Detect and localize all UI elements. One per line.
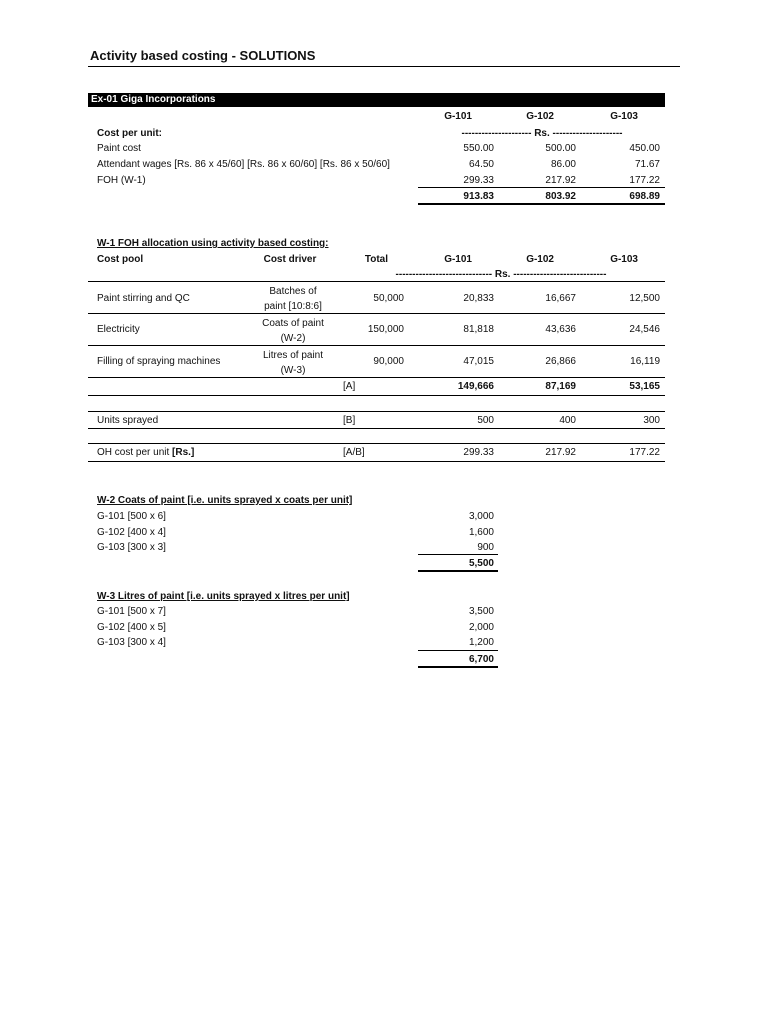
row-label-paint-cost: Paint cost <box>97 143 141 154</box>
w2-row-value: 1,600 <box>468 527 494 538</box>
w1-total-g101: 149,666 <box>457 381 494 392</box>
w3-row-label: G-103 [300 x 4] <box>97 637 166 648</box>
w3-subtotal-rule <box>418 650 498 651</box>
cell-foh-g101: 299.33 <box>463 175 494 186</box>
pool-rule <box>88 377 665 378</box>
w1-header-g103: G-103 <box>610 254 638 265</box>
pool-driver-electricity <box>248 316 338 346</box>
cell-paint-g102: 500.00 <box>545 143 576 154</box>
page-title: Activity based costing - SOLUTIONS <box>90 48 316 63</box>
pool-g103-electricity: 24,546 <box>629 324 660 335</box>
w1-rs-banner: ----------------------------- Rs. ---------------------------- <box>395 269 607 280</box>
driver-line: paint [10:8:6] <box>264 301 322 312</box>
w2-row-label: G-102 [400 x 4] <box>97 527 166 538</box>
pool-name-paint-stirring: Paint stirring and QC <box>97 293 190 304</box>
w3-row-value: 2,000 <box>468 622 494 633</box>
ex01-header: Ex-01 Giga Incorporations <box>91 94 216 105</box>
pool-g101-electricity: 81,818 <box>463 324 494 335</box>
w1-heading: W-1 FOH allocation using activity based costing: <box>97 238 329 249</box>
units-sprayed-label: Units sprayed <box>97 415 159 426</box>
w2-heading: W-2 Coats of paint [i.e. units sprayed x coats per unit] <box>97 495 353 506</box>
driver-line: (W-3) <box>280 365 306 376</box>
pool-g102-electricity: 43,636 <box>545 324 576 335</box>
pool-total-electricity: 150,000 <box>367 324 404 335</box>
ex01-total-g103: 698.89 <box>629 191 660 202</box>
pool-rule <box>88 313 665 314</box>
pool-g101-filling: 47,015 <box>463 356 494 367</box>
w1-header-cost-driver: Cost driver <box>263 254 317 265</box>
w1-total-g103: 53,165 <box>629 381 660 392</box>
w3-heading: W-3 Litres of paint [i.e. units sprayed x litres per unit] <box>97 591 350 602</box>
w3-row-value: 3,500 <box>468 606 494 617</box>
w2-subtotal-rule <box>418 554 498 555</box>
pool-name-filling: Filling of spraying machines <box>97 356 221 367</box>
ex01-total-g102: 803.92 <box>545 191 576 202</box>
driver-line: Batches of <box>269 286 317 297</box>
ex01-total-g101: 913.83 <box>463 191 494 202</box>
cell-foh-g102: 217.92 <box>545 175 576 186</box>
driver-line: Litres of paint <box>262 350 324 361</box>
pool-g102-paint-stirring: 16,667 <box>545 293 576 304</box>
oh-bottom-rule <box>88 461 665 462</box>
w2-row-value: 900 <box>477 542 494 553</box>
pool-g102-filling: 26,866 <box>545 356 576 367</box>
w1-total-g102: 87,169 <box>545 381 576 392</box>
driver-line: Coats of paint <box>262 318 324 329</box>
ex01-col-g102: G-102 <box>526 111 554 122</box>
cell-wages-g101: 64.50 <box>468 159 494 170</box>
w2-row-label: G-101 [500 x 6] <box>97 511 166 522</box>
w3-total-rule <box>418 666 498 668</box>
w2-row-value: 3,000 <box>468 511 494 522</box>
units-g102: 400 <box>559 415 576 426</box>
ex01-rs-banner: --------------------- Rs. --------------------- <box>461 128 623 139</box>
ex01-header-bar <box>88 93 665 107</box>
pool-driver-filling <box>248 348 338 378</box>
pool-total-paint-stirring: 50,000 <box>373 293 404 304</box>
units-top-rule <box>88 411 665 412</box>
oh-top-rule <box>88 443 665 444</box>
oh-cost-tag: [A/B] <box>343 447 365 458</box>
row-label-foh: FOH (W-1) <box>97 175 146 186</box>
oh-g102: 217.92 <box>545 447 576 458</box>
w1-header-cost-pool: Cost pool <box>97 254 144 265</box>
pool-name-electricity: Electricity <box>97 324 140 335</box>
title-rule <box>88 66 680 67</box>
units-bottom-rule <box>88 428 665 429</box>
pool-rule <box>88 345 665 346</box>
oh-cost-label-unit: [Rs.] <box>172 447 195 458</box>
oh-cost-label-text: OH cost per unit <box>97 447 170 458</box>
units-g103: 300 <box>643 415 660 426</box>
ex01-total-rule <box>418 203 665 205</box>
pool-g103-filling: 16,119 <box>630 356 660 367</box>
oh-cost-label <box>97 447 194 458</box>
ex01-col-g101: G-101 <box>444 111 472 122</box>
pool-driver-paint-stirring <box>248 284 338 314</box>
w1-header-g102: G-102 <box>526 254 554 265</box>
cost-per-unit-label: Cost per unit: <box>97 128 162 139</box>
oh-g101: 299.33 <box>463 447 494 458</box>
pool-g101-paint-stirring: 20,833 <box>463 293 494 304</box>
w1-total-tag: [A] <box>343 381 356 392</box>
ex01-subtotal-rule <box>418 187 665 188</box>
w2-row-label: G-103 [300 x 3] <box>97 542 166 553</box>
cell-paint-g103: 450.00 <box>629 143 660 154</box>
w3-row-label: G-102 [400 x 5] <box>97 622 166 633</box>
w3-row-label: G-101 [500 x 7] <box>97 606 166 617</box>
pool-total-filling: 90,000 <box>373 356 404 367</box>
cell-wages-g102: 86.00 <box>550 159 576 170</box>
oh-g103: 177.22 <box>629 447 660 458</box>
w2-total-rule <box>418 570 498 572</box>
w1-header-rule <box>88 281 665 282</box>
row-label-attendant-wages: Attendant wages [Rs. 86 x 45/60] [Rs. 86 x 60/60] [Rs. 86 x 50/60] <box>97 159 390 170</box>
pool-g103-paint-stirring: 12,500 <box>629 293 660 304</box>
cell-wages-g103: 71.67 <box>634 159 660 170</box>
units-g101: 500 <box>477 415 494 426</box>
w2-total: 5,500 <box>468 558 494 569</box>
driver-line: (W-2) <box>280 333 306 344</box>
w1-header-g101: G-101 <box>444 254 472 265</box>
cell-paint-g101: 550.00 <box>463 143 494 154</box>
w1-total-rule <box>88 395 665 396</box>
units-sprayed-tag: [B] <box>343 415 356 426</box>
w1-header-total: Total <box>364 254 388 265</box>
w3-row-value: 1,200 <box>468 637 494 648</box>
ex01-col-g103: G-103 <box>610 111 638 122</box>
cell-foh-g103: 177.22 <box>629 175 660 186</box>
w3-total: 6,700 <box>468 654 494 665</box>
